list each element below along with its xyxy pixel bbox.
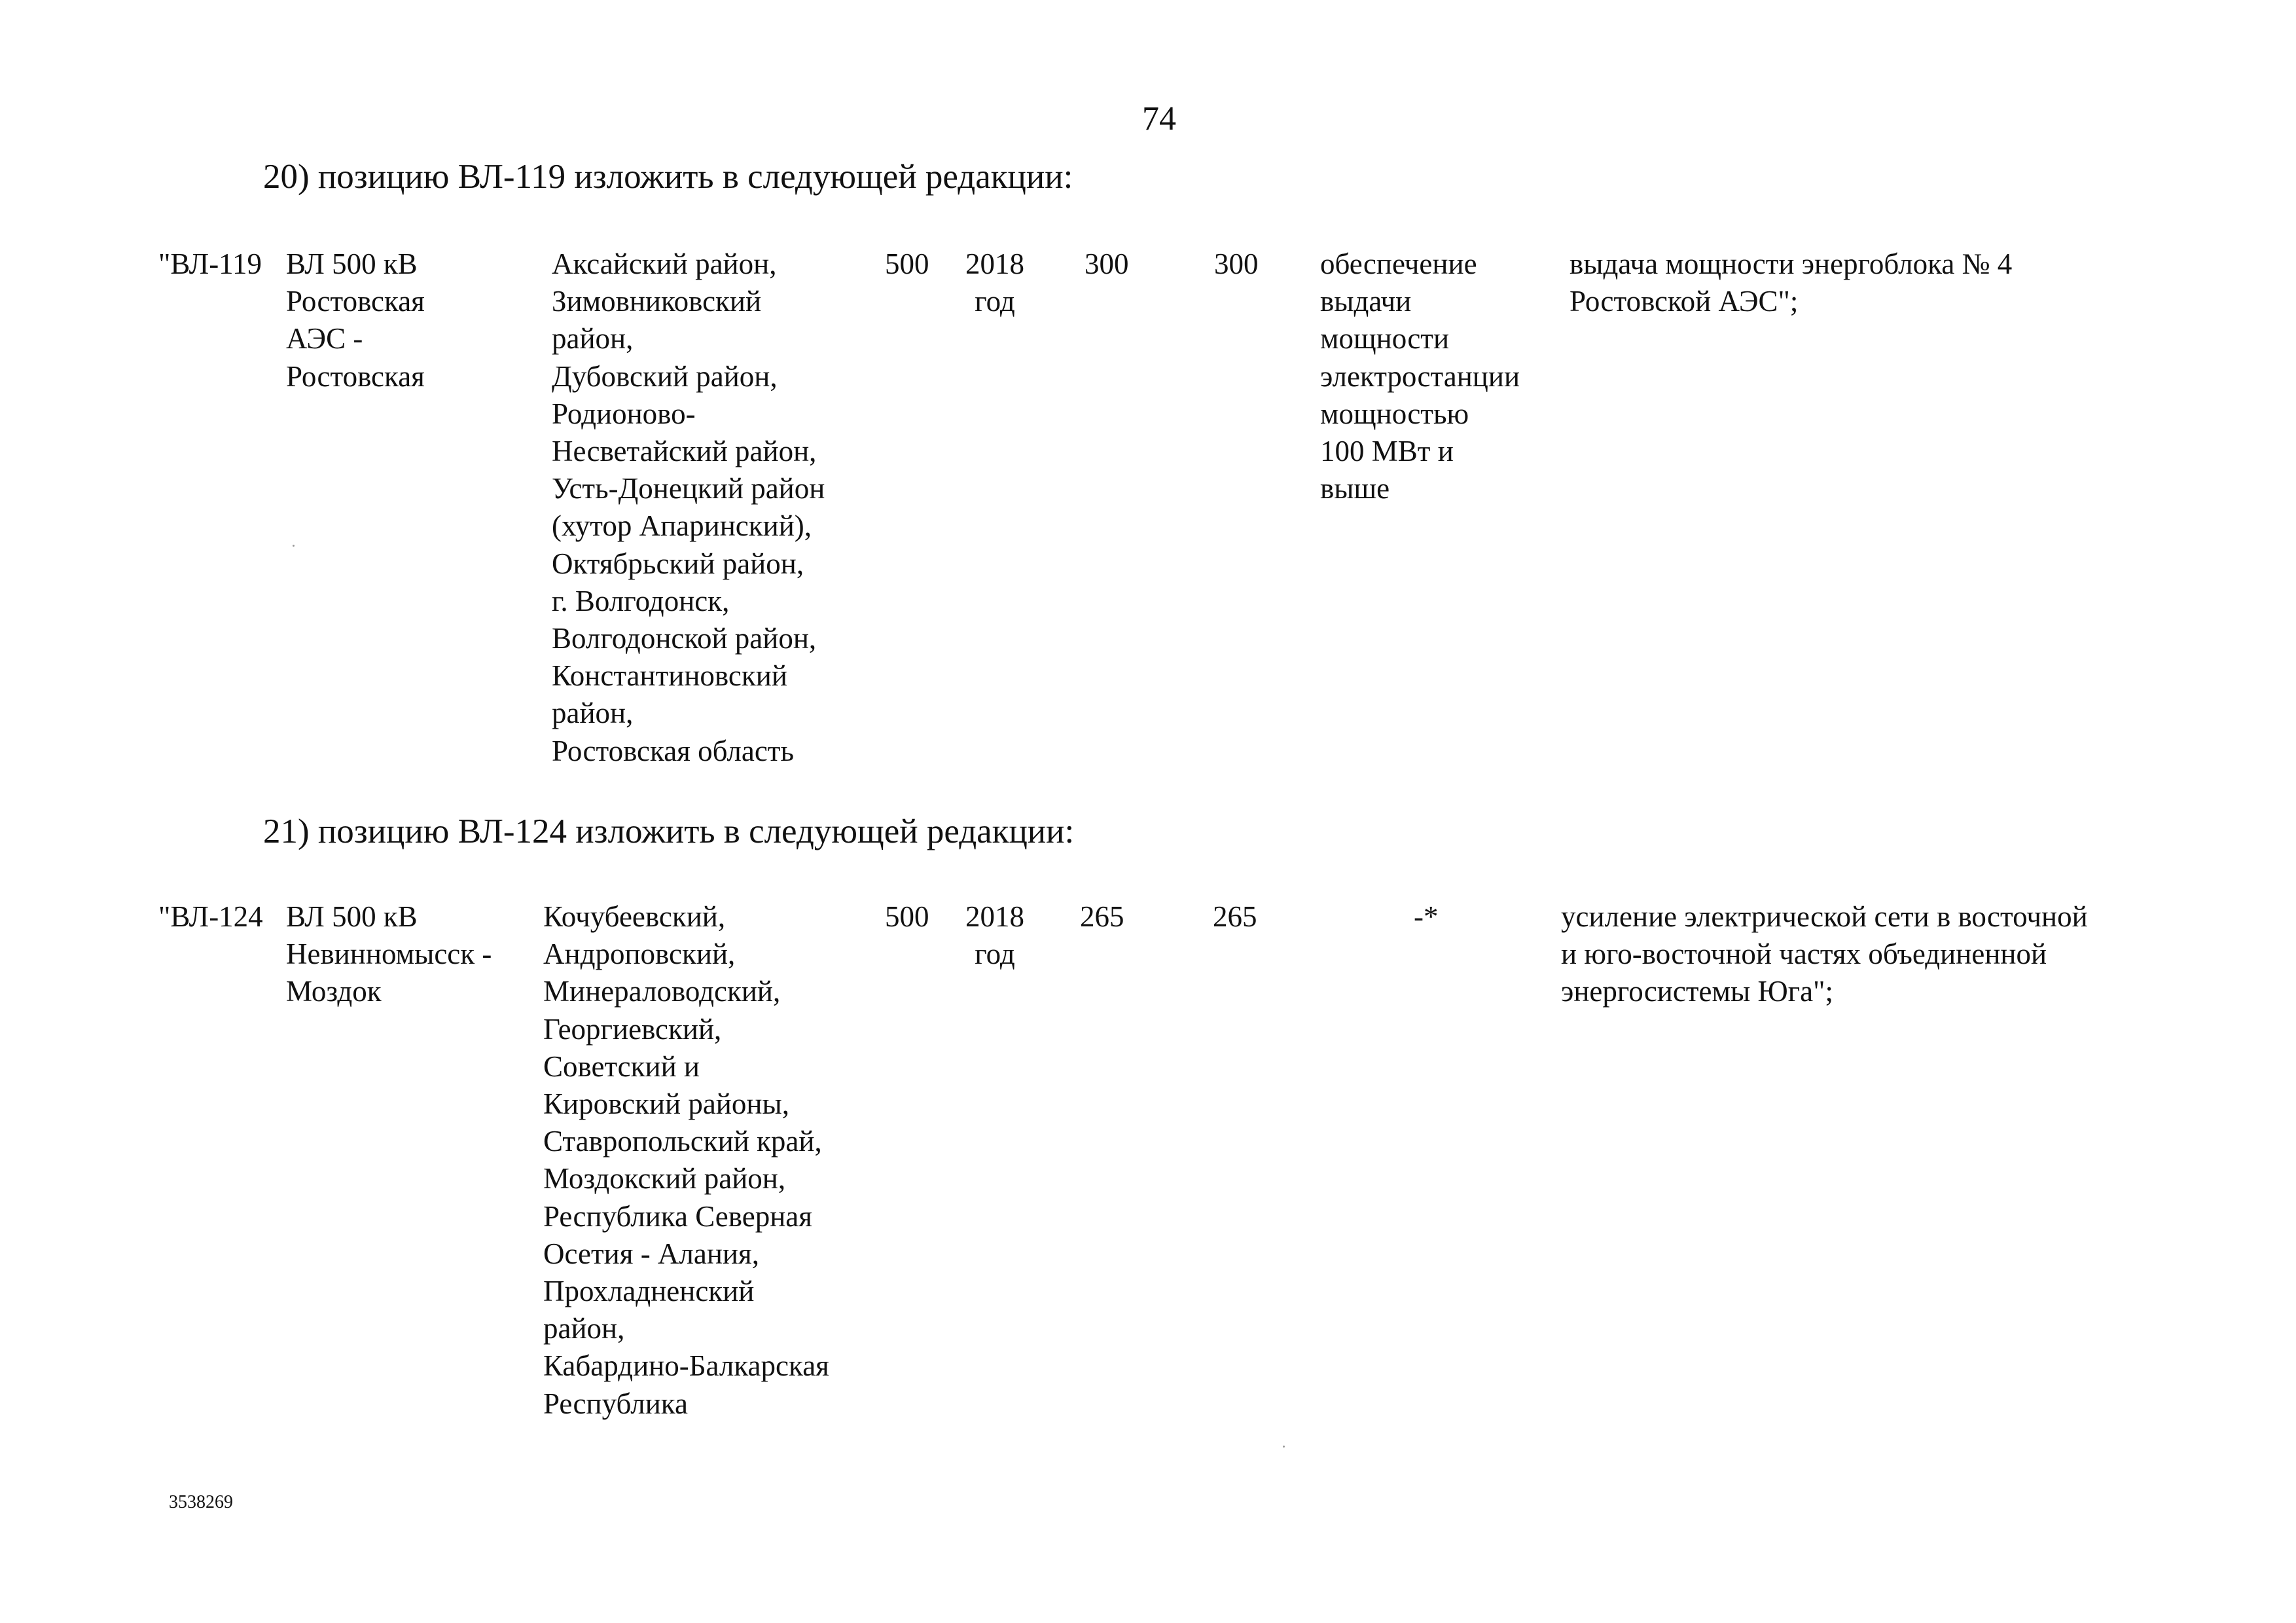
row-location: Аксайский район, Зимовниковский район, Дубовский район, Родионово- Несветайский район, Усть-Донецкий район (хутор Апаринский), Октябрьский район, г. Волгодонск, Волгодонской район, Константиновский район, Ростовская область	[552, 247, 825, 767]
row-year: 2018 год	[965, 900, 1024, 971]
row-code: "ВЛ-119	[158, 247, 262, 280]
row-name: ВЛ 500 кВ Ростовская АЭС - Ростовская	[286, 247, 425, 393]
row-note: выдача мощности энергоблока № 4 Ростовской АЭС";	[1570, 247, 2013, 318]
row-length-2: 300	[1214, 247, 1259, 280]
row-code: "ВЛ-124	[158, 900, 263, 933]
page-number: 74	[1142, 100, 1176, 137]
row-length-1: 265	[1080, 900, 1124, 933]
row-purpose: -*	[1414, 900, 1439, 933]
row-voltage: 500	[885, 247, 929, 280]
row-name: ВЛ 500 кВ Невинномысск - Моздок	[286, 900, 492, 1008]
section-heading-21: 21) позицию ВЛ-124 изложить в следующей редакции:	[263, 812, 1075, 850]
document-id: 3538269	[169, 1492, 233, 1512]
row-length-2: 265	[1213, 900, 1257, 933]
scan-speck	[1283, 1446, 1285, 1448]
row-voltage: 500	[885, 900, 929, 933]
row-purpose: обеспечение выдачи мощности электростанции мощностью 100 МВт и выше	[1320, 247, 1520, 505]
row-note: усиление электрической сети в восточной и юго-восточной частях объединенной энергосистемы Юга";	[1561, 900, 2088, 1008]
section-heading-20: 20) позицию ВЛ-119 изложить в следующей редакции:	[263, 158, 1073, 196]
scan-speck	[293, 545, 295, 547]
row-location: Кочубеевский, Андроповский, Минераловодский, Георгиевский, Советский и Кировский районы, Ставропольский край, Моздокский район, Республика Северная Осетия - Алания, Прохладненский район, Кабардино-Балкарская Республика	[543, 900, 829, 1420]
row-year: 2018 год	[965, 247, 1024, 318]
row-length-1: 300	[1085, 247, 1129, 280]
